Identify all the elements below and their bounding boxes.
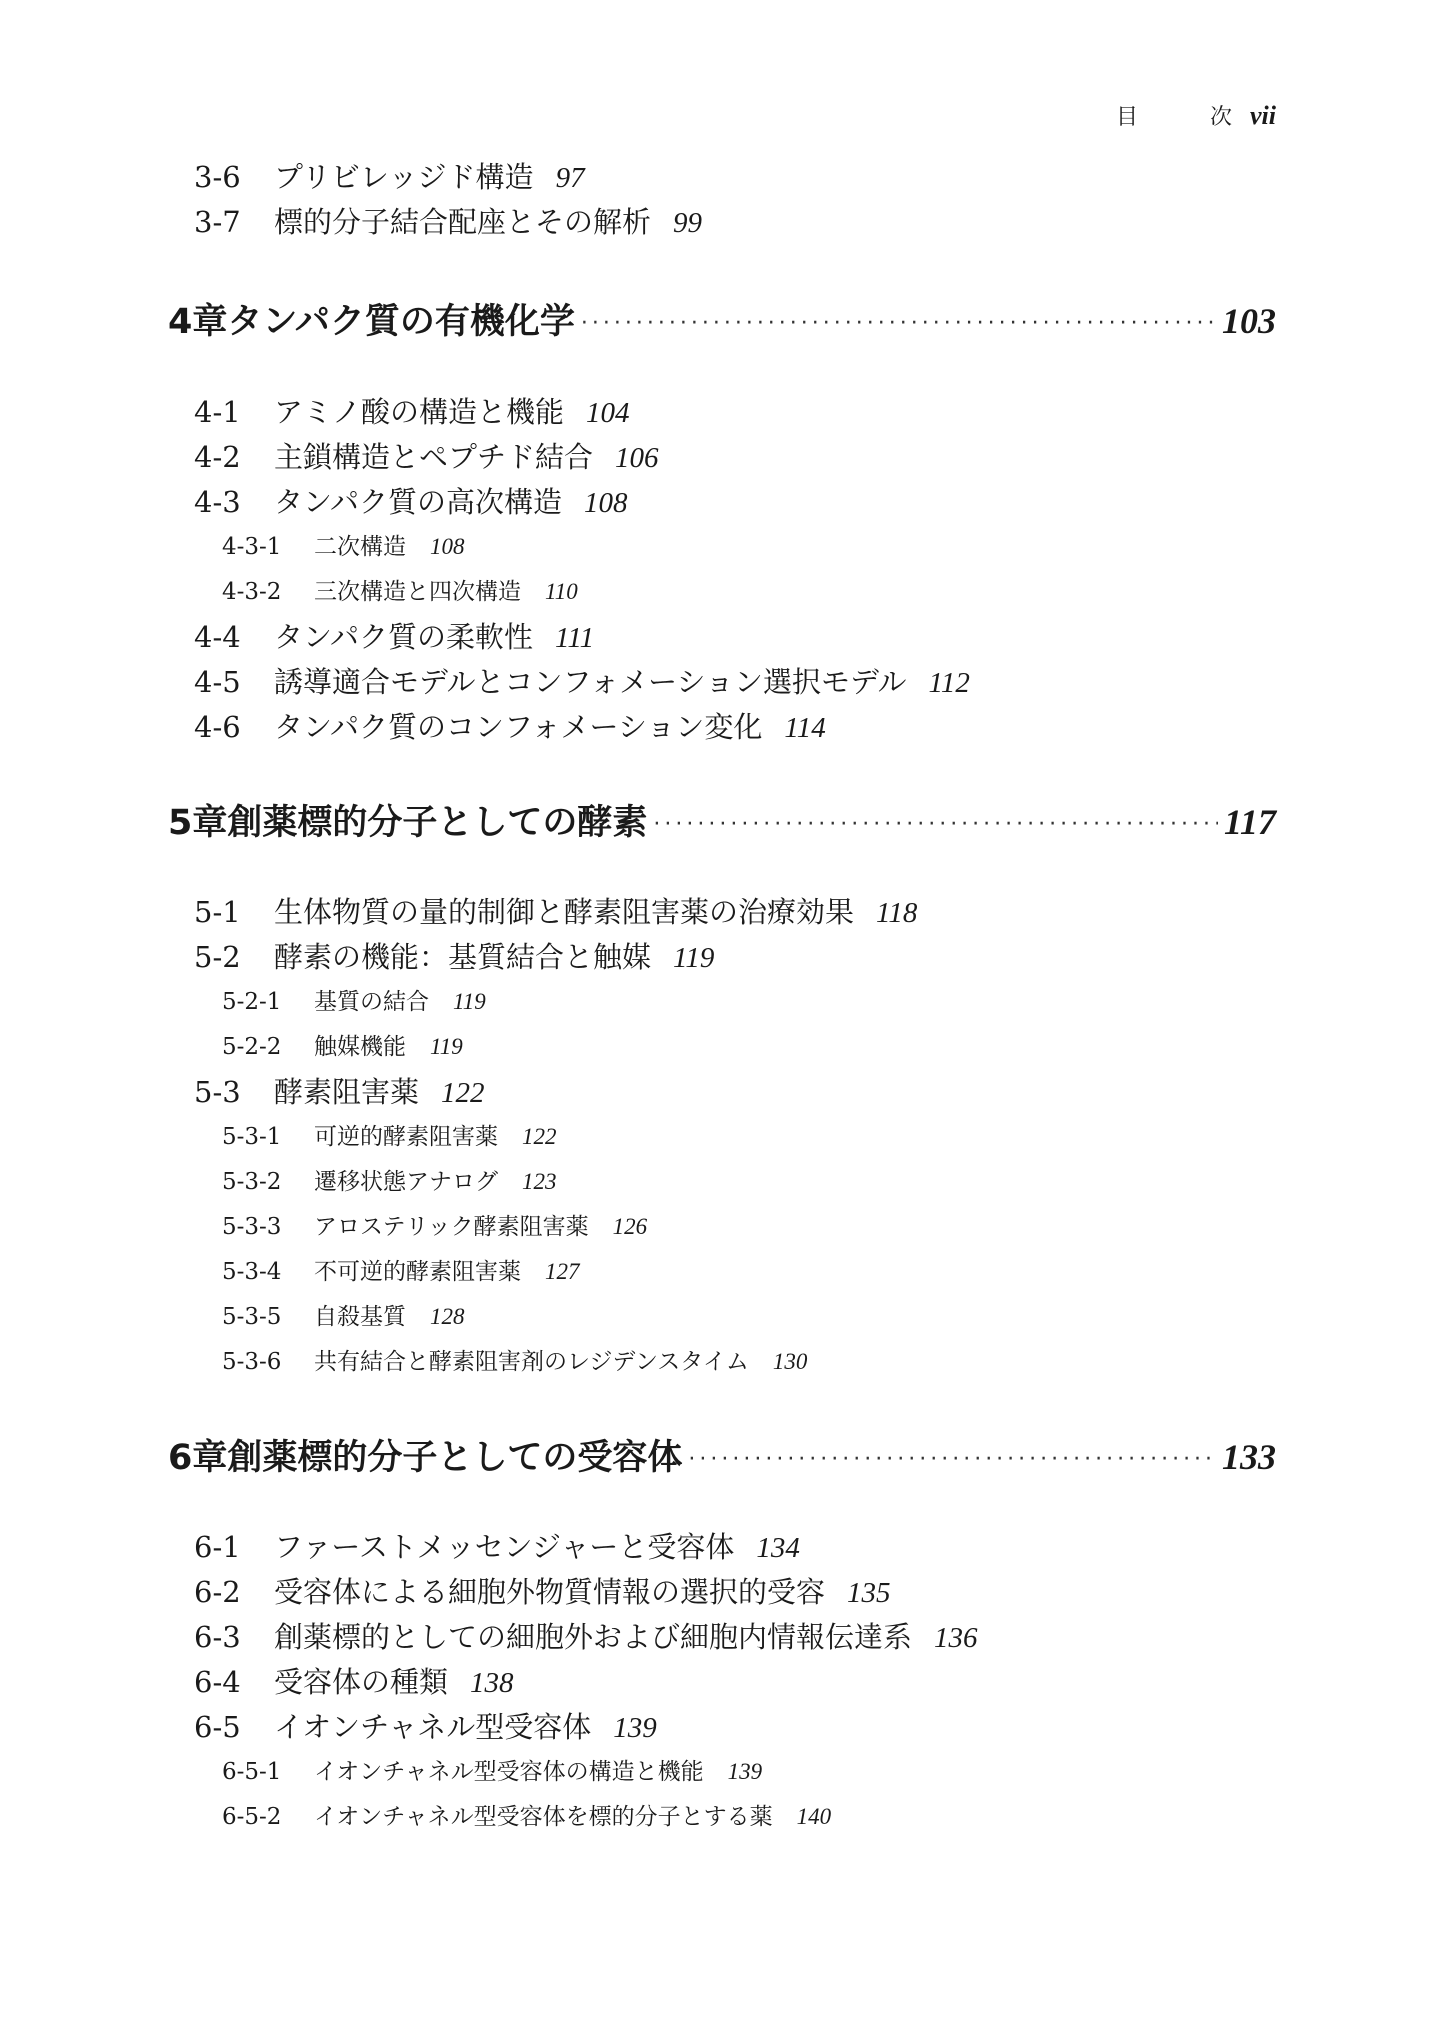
- section-title: 受容体による細胞外物質情報の選択的受容: [274, 1575, 826, 1609]
- dot-leader: [581, 311, 1216, 336]
- toc-chapter-6[interactable]: [168, 1430, 1276, 1480]
- toc-subsection-5-3-6[interactable]: [222, 1343, 807, 1376]
- section-number: 4-5: [194, 665, 241, 699]
- section-title: プリビレッジド構造: [274, 160, 534, 194]
- chapter-title: タンパク質の有機化学: [227, 302, 575, 342]
- toc-section-6-3[interactable]: [194, 1615, 978, 1656]
- toc-subsection-6-5-2[interactable]: [222, 1798, 831, 1831]
- section-number: 4-2: [194, 440, 241, 474]
- subsection-page: 119: [430, 1034, 463, 1059]
- section-title: ファーストメッセンジャーと受容体: [274, 1530, 735, 1564]
- chapter-page: 103: [1222, 301, 1276, 341]
- toc-section-6-2[interactable]: [194, 1570, 891, 1611]
- chapter-title: 創薬標的分子としての酵素: [227, 803, 648, 843]
- subsection-page: 126: [612, 1214, 648, 1239]
- subsection-title: 基質の結合: [314, 989, 429, 1015]
- subsection-number: 4-3-2: [222, 579, 282, 605]
- section-number: 6-2: [194, 1575, 241, 1609]
- subsection-number: 5-3-2: [222, 1169, 282, 1195]
- section-title: タンパク質の柔軟性: [274, 620, 533, 654]
- section-title: 標的分子結合配座とその解析: [274, 205, 652, 239]
- section-number: 3-7: [194, 205, 241, 239]
- subsection-number: 6-5-2: [222, 1804, 282, 1830]
- subsection-title: 自殺基質: [314, 1304, 406, 1330]
- subsection-title: イオンチャネル型受容体を標的分子とする薬: [314, 1804, 773, 1830]
- subsection-number: 5-3-4: [222, 1259, 282, 1285]
- section-page: 138: [470, 1667, 514, 1699]
- subsection-page: 127: [545, 1259, 580, 1284]
- toc-subsection-6-5-1[interactable]: [222, 1753, 762, 1786]
- section-number: 4-1: [194, 395, 241, 429]
- subsection-number: 4-3-1: [222, 534, 282, 560]
- header-label-moku: 目: [1115, 105, 1138, 130]
- toc-subsection-5-3-3[interactable]: [222, 1208, 647, 1241]
- chapter-number: 5章: [168, 803, 228, 843]
- toc-subsection-4-3-2[interactable]: [222, 573, 578, 606]
- toc-chapter-5[interactable]: [168, 795, 1276, 845]
- subsection-title: 可逆的酵素阻害薬: [314, 1124, 498, 1150]
- toc-section-4-1[interactable]: [194, 390, 630, 431]
- section-title: 誘導適合モデルとコンフォメーション選択モデル: [274, 665, 907, 699]
- chapter-title: 創薬標的分子としての受容体: [227, 1438, 683, 1478]
- section-page: 136: [934, 1622, 978, 1654]
- subsection-page: 119: [453, 989, 486, 1014]
- section-page: 119: [673, 942, 715, 974]
- section-title: 主鎖構造とペプチド結合: [274, 440, 594, 474]
- section-number: 4-3: [194, 485, 241, 519]
- toc-subsection-4-3-1[interactable]: [222, 528, 465, 561]
- subsection-title: 遷移状態アナログ: [314, 1169, 498, 1195]
- toc-section-5-1[interactable]: [194, 890, 917, 931]
- toc-section-3-6[interactable]: [194, 155, 585, 196]
- subsection-page: 128: [430, 1304, 465, 1329]
- subsection-page: 140: [796, 1804, 832, 1829]
- toc-subsection-5-3-2[interactable]: [222, 1163, 557, 1196]
- subsection-title: 三次構造と四次構造: [314, 579, 521, 605]
- toc-subsection-5-2-2[interactable]: [222, 1028, 463, 1061]
- header-label-ji: 次: [1209, 105, 1232, 130]
- subsection-title: 共有結合と酵素阻害剤のレジデンスタイム: [314, 1349, 749, 1375]
- section-number: 4-4: [194, 620, 241, 654]
- section-title: 受容体の種類: [274, 1665, 449, 1699]
- toc-section-4-2[interactable]: [194, 435, 659, 476]
- toc-section-6-4[interactable]: [194, 1660, 514, 1701]
- section-number: 6-5: [194, 1710, 241, 1744]
- subsection-page: 130: [772, 1349, 808, 1374]
- running-header: [1116, 100, 1276, 131]
- subsection-title: 二次構造: [314, 534, 406, 560]
- subsection-number: 5-2-1: [222, 989, 282, 1015]
- section-page: 112: [928, 667, 970, 699]
- toc-chapter-4[interactable]: [168, 294, 1276, 344]
- section-page: 139: [613, 1712, 657, 1744]
- toc-subsection-5-3-1[interactable]: [222, 1118, 557, 1151]
- section-number: 4-6: [194, 710, 241, 744]
- toc-section-4-6[interactable]: [194, 705, 826, 746]
- section-title: 創薬標的としての細胞外および細胞内情報伝達系: [274, 1620, 913, 1654]
- toc-section-4-4[interactable]: [194, 615, 594, 656]
- chapter-page: 117: [1223, 802, 1276, 842]
- section-title: イオンチャネル型受容体: [274, 1710, 592, 1744]
- section-page: 118: [876, 897, 918, 929]
- subsection-number: 6-5-1: [222, 1759, 282, 1785]
- section-page: 135: [847, 1577, 891, 1609]
- subsection-title: アロステリック酵素阻害薬: [314, 1214, 589, 1240]
- toc-section-4-5[interactable]: [194, 660, 970, 701]
- section-page: 108: [583, 487, 628, 519]
- section-title: アミノ酸の構造と機能: [274, 395, 565, 429]
- section-page: 111: [554, 622, 595, 654]
- section-number: 3-6: [194, 160, 241, 194]
- subsection-title: 触媒機能: [314, 1034, 406, 1060]
- subsection-page: 110: [545, 579, 578, 604]
- section-title: タンパク質の高次構造: [274, 485, 562, 519]
- section-number: 5-1: [194, 895, 241, 929]
- toc-section-6-5[interactable]: [194, 1705, 657, 1746]
- subsection-title: 不可逆的酵素阻害薬: [314, 1259, 521, 1285]
- subsection-number: 5-2-2: [222, 1034, 282, 1060]
- subsection-page: 139: [727, 1759, 763, 1784]
- toc-subsection-5-3-4[interactable]: [222, 1253, 580, 1286]
- toc-section-5-2[interactable]: [194, 935, 714, 976]
- section-page: 104: [586, 397, 630, 429]
- dot-leader: [653, 812, 1218, 837]
- subsection-title: イオンチャネル型受容体の構造と機能: [314, 1759, 704, 1785]
- section-page: 122: [441, 1077, 485, 1109]
- subsection-number: 5-3-1: [222, 1124, 282, 1150]
- toc-section-5-3[interactable]: [194, 1070, 485, 1111]
- section-page: 106: [615, 442, 659, 474]
- section-number: 6-3: [194, 1620, 241, 1654]
- chapter-number: 4章: [168, 302, 228, 342]
- section-title: 酵素の機能：基質結合と触媒: [274, 940, 652, 974]
- subsection-page: 108: [430, 534, 465, 559]
- subsection-page: 122: [522, 1124, 557, 1149]
- toc-subsection-5-2-1[interactable]: [222, 983, 486, 1016]
- subsection-number: 5-3-6: [222, 1349, 282, 1375]
- chapter-page: 133: [1222, 1437, 1276, 1477]
- subsection-number: 5-3-5: [222, 1304, 282, 1330]
- dot-leader: [688, 1447, 1216, 1472]
- section-title: 酵素阻害薬: [274, 1075, 420, 1109]
- section-title: 生体物質の量的制御と酵素阻害薬の治療効果: [274, 895, 855, 929]
- section-number: 6-4: [194, 1665, 241, 1699]
- section-title: タンパク質のコンフォメーション変化: [274, 710, 763, 744]
- section-number: 5-2: [194, 940, 241, 974]
- section-page: 99: [673, 207, 703, 239]
- section-page: 114: [784, 712, 826, 744]
- section-page: 134: [756, 1532, 800, 1564]
- chapter-number: 6章: [168, 1438, 228, 1478]
- subsection-page: 123: [522, 1169, 557, 1194]
- subsection-number: 5-3-3: [222, 1214, 282, 1240]
- toc-section-4-3[interactable]: [194, 480, 627, 521]
- toc-section-6-1[interactable]: [194, 1525, 800, 1566]
- header-page-number: vii: [1250, 101, 1276, 130]
- section-page: 97: [555, 162, 585, 194]
- toc-section-3-7[interactable]: [194, 200, 702, 241]
- section-number: 6-1: [194, 1530, 241, 1564]
- toc-subsection-5-3-5[interactable]: [222, 1298, 465, 1331]
- section-number: 5-3: [194, 1075, 241, 1109]
